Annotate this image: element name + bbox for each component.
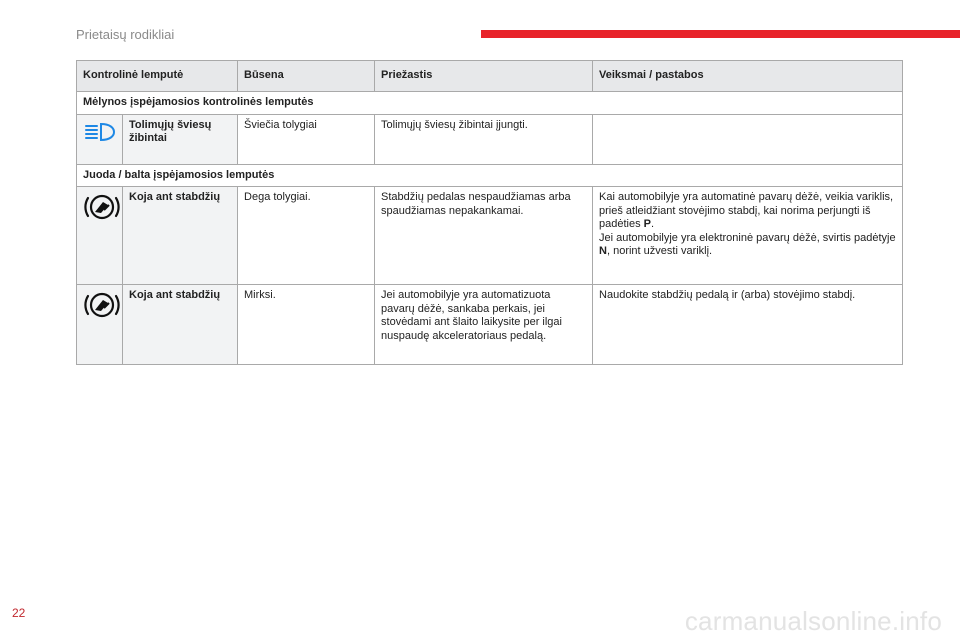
light-cause: Jei automobilyje yra automatizuota pavarų dėžė, sankaba perkais, jei stovėdami ant šlaito laikysite per ilgai nuspaudę akceleratoriaus pedalą. <box>375 285 593 365</box>
gear-position-p: P <box>643 218 652 230</box>
icon-cell <box>77 187 123 285</box>
column-header-actions: Veiksmai / pastabos <box>593 61 903 92</box>
table-row <box>77 285 903 365</box>
section-row-black-white <box>77 164 903 187</box>
light-cause: Tolimųjų šviesų žibintai įjungti. <box>375 114 593 164</box>
light-name: Tolimųjų šviesų žibintai <box>123 114 238 164</box>
page-number: 22 <box>12 606 26 620</box>
icon-cell <box>77 285 123 365</box>
section-title-black-white: Juoda / balta įspėjamosios lemputės <box>77 164 903 187</box>
watermark: carmanualsonline.info <box>684 606 942 636</box>
page-header-title: Prietaisų rodikliai <box>76 27 175 42</box>
section-title-blue: Mėlynos įspėjamosios kontrolinės lemputės <box>77 92 903 115</box>
light-state: Dega tolygiai. <box>238 187 375 285</box>
table-header-row <box>77 61 903 92</box>
light-actions <box>593 187 903 285</box>
column-header-cause: Priežastis <box>375 61 593 92</box>
action-text: Kai automobilyje yra automatinė pavarų dėžė, veikia variklis, prieš atleidžiant stovėjimo stabdį, kai norima perjungti iš padėties <box>599 191 894 230</box>
light-name: Koja ant stabdžių <box>123 187 238 285</box>
table-row <box>77 114 903 164</box>
light-name: Koja ant stabdžių <box>123 285 238 365</box>
warning-lights-table <box>76 60 903 365</box>
column-header-state: Būsena <box>238 61 375 92</box>
action-text: Jei automobilyje yra elektroninė pavarų dėžė, svirtis padėtyje <box>599 231 896 244</box>
gear-position-n: N <box>599 245 607 257</box>
high-beam-icon <box>83 119 117 145</box>
action-text: . <box>651 218 655 230</box>
column-header-light: Kontrolinė lemputė <box>77 61 238 92</box>
icon-cell <box>77 114 123 164</box>
light-state: Šviečia tolygiai <box>238 114 375 164</box>
foot-on-brake-icon <box>83 191 121 223</box>
action-text: , norint užvesti variklį. <box>606 245 713 257</box>
header-accent-bar <box>481 30 960 38</box>
table-row <box>77 187 903 285</box>
light-state: Mirksi. <box>238 285 375 365</box>
foot-on-brake-icon <box>83 289 121 321</box>
light-actions <box>593 114 903 164</box>
light-actions: Naudokite stabdžių pedalą ir (arba) stovėjimo stabdį. <box>593 285 903 365</box>
section-row-blue <box>77 92 903 115</box>
light-cause: Stabdžių pedalas nespaudžiamas arba spaudžiamas nepakankamai. <box>375 187 593 285</box>
